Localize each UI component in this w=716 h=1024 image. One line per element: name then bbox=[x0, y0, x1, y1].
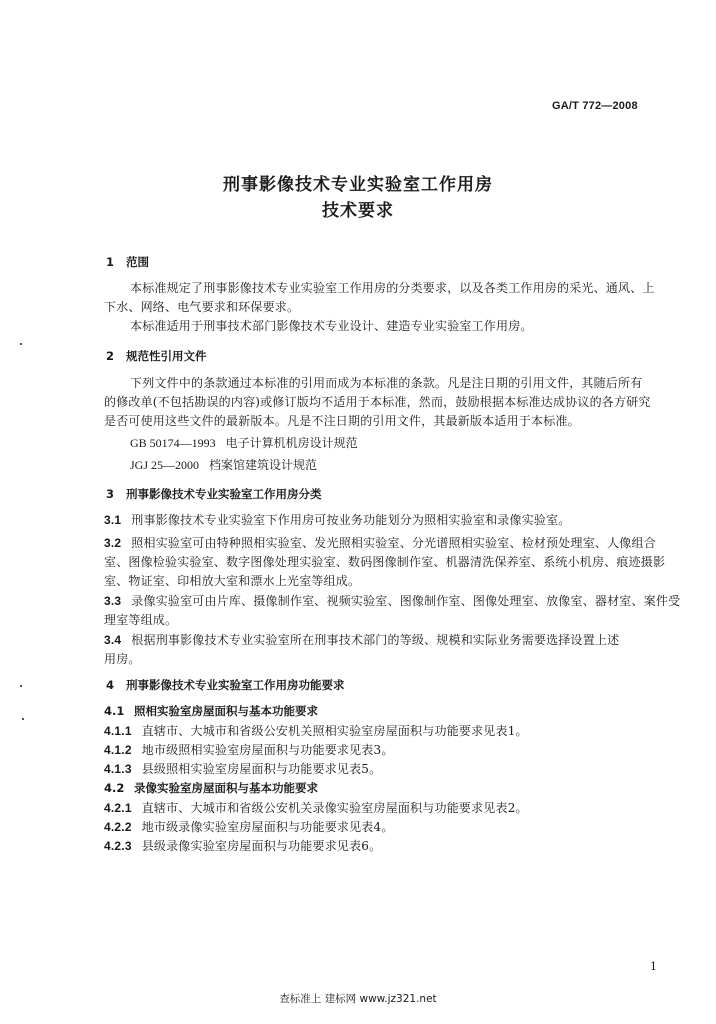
subsection-4-1-heading bbox=[104, 703, 318, 719]
clause-number: 4.1.3 bbox=[104, 762, 132, 776]
scan-speck bbox=[20, 685, 22, 687]
paragraph-line: 的修改单(不包括勘误的内容)或修订版均不适用于本标准，然而，鼓励根据本标准达成协议的各方研究 bbox=[104, 395, 651, 409]
clause-text: 县级照相实验室房屋面积与功能要求见表5。 bbox=[141, 762, 382, 776]
section-1-heading bbox=[106, 254, 149, 270]
section-number: 1 bbox=[106, 255, 115, 269]
paragraph-line: 室、物证室、印相放大室和漂水上光室等组成。 bbox=[104, 574, 361, 588]
clause-number: 3.3 bbox=[104, 594, 122, 608]
clause-number: 3.2 bbox=[104, 536, 122, 550]
clause-number: 4.1.2 bbox=[104, 743, 132, 757]
section-title: 范围 bbox=[126, 255, 149, 269]
section-4-heading bbox=[106, 677, 345, 693]
clause-number: 4.1.1 bbox=[104, 724, 132, 738]
reference-code: GB 50174—1993 bbox=[130, 436, 216, 450]
subsection-title: 照相实验室房屋面积与基本功能要求 bbox=[134, 704, 318, 718]
clause-number: 4.2.2 bbox=[104, 820, 132, 834]
normative-reference bbox=[130, 434, 358, 451]
clause-4-1-1 bbox=[104, 722, 528, 741]
section-title: 刑事影像技术专业实验室工作用房功能要求 bbox=[126, 678, 345, 692]
clause-text: 照相实验室可由特种照相实验室、发光照相实验室、分光谱照相实验室、检材预处理室、人像组合 bbox=[131, 536, 656, 550]
section-2-heading bbox=[106, 348, 207, 364]
paragraph-line: 用房。 bbox=[104, 652, 141, 666]
subsection-number: 4.2 bbox=[104, 781, 125, 795]
footer-watermark: 查标准上 建标网 www.jz321.net bbox=[279, 993, 437, 1005]
paragraph-line: 本标准适用于刑事技术部门影像技术专业设计、建造专业实验室工作用房。 bbox=[130, 319, 533, 333]
normative-reference bbox=[130, 456, 317, 473]
clause-4-2-2 bbox=[104, 818, 394, 837]
clause-number: 4.2.1 bbox=[104, 801, 132, 815]
section-number: 3 bbox=[106, 487, 115, 501]
clause-text: 根据刑事影像技术专业实验室所在刑事技术部门的等级、规模和实际业务需要选择设置上述 bbox=[131, 633, 620, 647]
paragraph-line: 是否可使用这些文件的最新版本。凡是不注日期的引用文件，其最新版本适用于本标准。 bbox=[104, 414, 580, 428]
document-title-line1: 刑事影像技术专业实验室工作用房 bbox=[223, 175, 493, 195]
clause-3-3 bbox=[104, 592, 680, 611]
paragraph-line: 本标准规定了刑事影像技术专业实验室工作用房的分类要求，以及各类工作用房的采光、通风、上 bbox=[130, 281, 655, 295]
reference-title: 电子计算机机房设计规范 bbox=[225, 436, 358, 450]
clause-4-1-3 bbox=[104, 760, 381, 779]
section-number: 2 bbox=[106, 349, 115, 363]
clause-text: 直辖市、大城市和省级公安机关照相实验室房屋面积与功能要求见表1。 bbox=[141, 724, 528, 738]
section-number: 4 bbox=[106, 678, 115, 692]
scan-speck bbox=[22, 718, 24, 720]
clause-4-2-3 bbox=[104, 837, 381, 856]
clause-text: 地市级录像实验室房屋面积与功能要求见表4。 bbox=[141, 820, 394, 834]
clause-3-4 bbox=[104, 631, 619, 650]
standard-code: GA/T 772—2008 bbox=[552, 100, 638, 112]
clause-4-1-2 bbox=[104, 741, 394, 760]
clause-3-2 bbox=[104, 534, 656, 553]
subsection-title: 录像实验室房屋面积与基本功能要求 bbox=[134, 781, 318, 795]
clause-text: 刑事影像技术专业实验室下作用房可按业务功能划分为照相实验室和录像实验室。 bbox=[131, 513, 571, 527]
scan-speck bbox=[20, 343, 22, 345]
section-title: 刑事影像技术专业实验室工作用房分类 bbox=[126, 487, 322, 501]
subsection-4-2-heading bbox=[104, 780, 318, 796]
page-number: 1 bbox=[650, 960, 657, 973]
section-title: 规范性引用文件 bbox=[126, 349, 207, 363]
clause-text: 地市级照相实验室房屋面积与功能要求见表3。 bbox=[141, 743, 394, 757]
clause-number: 3.1 bbox=[104, 513, 122, 527]
clause-text: 县级录像实验室房屋面积与功能要求见表6。 bbox=[141, 839, 382, 853]
section-3-heading bbox=[106, 486, 322, 502]
reference-code: JGJ 25—2000 bbox=[130, 458, 200, 472]
subsection-number: 4.1 bbox=[104, 704, 125, 718]
paragraph-line: 室、图像检验实验室、数字图像处理实验室、数码图像制作室、机器清洗保养室、系统小机房、痕迹摄影 bbox=[104, 555, 666, 569]
paragraph-line: 理室等组成。 bbox=[104, 613, 178, 627]
clause-3-1 bbox=[104, 511, 571, 530]
clause-text: 录像实验室可由片库、摄像制作室、视频实验室、图像制作室、图像处理室、放像室、器材室、案件受 bbox=[131, 594, 681, 608]
clause-number: 4.2.3 bbox=[104, 839, 132, 853]
clause-4-2-1 bbox=[104, 799, 528, 818]
paragraph-line: 下列文件中的条款通过本标准的引用而成为本标准的条款。凡是注日期的引用文件，其随后所有 bbox=[130, 376, 643, 390]
document-title-line2: 技术要求 bbox=[322, 201, 394, 221]
paragraph-line: 下水、网络、电气要求和环保要求。 bbox=[104, 300, 300, 314]
clause-text: 直辖市、大城市和省级公安机关录像实验室房屋面积与功能要求见表2。 bbox=[141, 801, 528, 815]
clause-number: 3.4 bbox=[104, 633, 122, 647]
reference-title: 档案馆建筑设计规范 bbox=[209, 458, 318, 472]
